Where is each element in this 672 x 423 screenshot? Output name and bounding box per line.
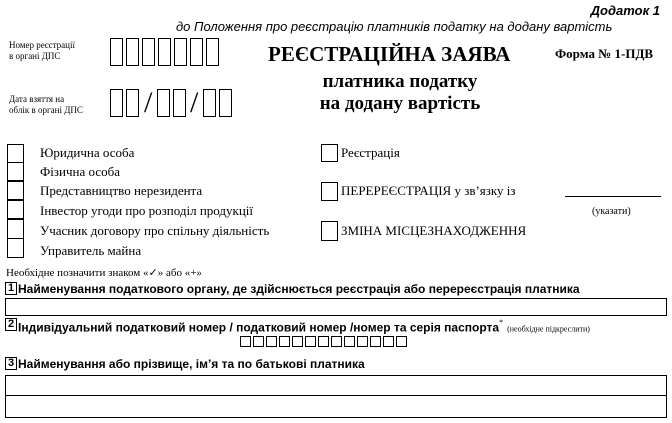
date-year-boxes[interactable] (203, 89, 235, 117)
form-subtitle-line1: платника податку (322, 71, 478, 92)
reg-number-cell[interactable] (110, 38, 123, 66)
date-cell[interactable] (157, 89, 170, 117)
reg-number-label-line1: Номер реєстрації (9, 40, 75, 50)
reregistration-reason-line[interactable] (565, 196, 661, 197)
reg-number-cell[interactable] (126, 38, 139, 66)
change-location-checkbox[interactable] (321, 221, 338, 241)
date-cell[interactable] (173, 89, 186, 117)
form-subtitle (290, 71, 510, 115)
marking-note: Необхідне позначити знаком «✓» або «+» (6, 267, 202, 279)
tax-id-cell[interactable] (331, 336, 342, 347)
date-taken-label-line2: облік в органі ДПС (9, 105, 83, 115)
section-3-label: Найменування або прізвище, ім’я та по батькові платника (18, 357, 365, 371)
payer-type-individual: Фізична особа (40, 164, 120, 179)
underline-hint: (необхідне підкреслити) (507, 324, 590, 334)
payer-name-field-line1[interactable] (5, 375, 667, 396)
form-title: РЕЄСТРАЦІЙНА ЗАЯВА (268, 42, 511, 66)
payer-name-field-line2[interactable] (5, 396, 667, 418)
tax-authority-field[interactable] (5, 298, 667, 316)
payer-type-investor: Інвестор угоди про розподіл продукції (40, 203, 254, 218)
section-2-label-text: Індивідуальний податковий номер / податковий номер /номер та серія паспорта (18, 320, 500, 335)
date-cell[interactable] (219, 89, 232, 117)
section-number: 1 (5, 282, 17, 295)
reg-number-cell[interactable] (158, 38, 171, 66)
section-number: 3 (5, 357, 17, 370)
payer-type-checkbox-legal[interactable] (7, 144, 24, 163)
reg-number-cell[interactable] (190, 38, 203, 66)
payer-type-checkbox-individual[interactable] (7, 162, 24, 181)
reregistration-checkbox[interactable] (321, 182, 338, 201)
tax-id-cell[interactable] (240, 336, 251, 347)
form-number: Форма № 1-ПДВ (555, 46, 654, 61)
specify-hint: (указати) (592, 206, 631, 217)
payer-type-participant: Учасник договору про спільну діяльність (40, 223, 270, 238)
date-separator: / (144, 86, 153, 119)
date-month-boxes[interactable] (157, 89, 189, 117)
change-location-label: ЗМІНА МІСЦЕЗНАХОДЖЕННЯ (341, 223, 527, 238)
date-cell[interactable] (126, 89, 139, 117)
annex-number: Додаток 1 (590, 3, 660, 18)
tax-id-boxes[interactable] (240, 336, 409, 347)
form-subtitle-line2: на додану вартість (319, 93, 481, 114)
date-taken-label-line1: Дата взяття на (9, 94, 65, 104)
section-number: 2 (5, 318, 17, 331)
payer-type-representative: Представництво нерезидента (40, 183, 203, 198)
tax-id-cell[interactable] (279, 336, 290, 347)
section-2-label (18, 318, 590, 336)
tax-id-cell[interactable] (292, 336, 303, 347)
tax-id-cell[interactable] (305, 336, 316, 347)
tax-id-cell[interactable] (344, 336, 355, 347)
tax-id-cell[interactable] (383, 336, 394, 347)
payer-type-checkbox-manager[interactable] (7, 238, 24, 258)
date-separator: / (190, 86, 199, 119)
reg-number-cell[interactable] (206, 38, 219, 66)
reg-number-cell[interactable] (142, 38, 155, 66)
tax-id-cell[interactable] (357, 336, 368, 347)
annex-subtitle: до Положення про реєстрацію платників податку на додану вартість (176, 19, 613, 34)
reg-number-cell[interactable] (174, 38, 187, 66)
date-day-boxes[interactable] (110, 89, 142, 117)
section-1-label: Найменування податкового органу, де здійснюється реєстрація або перереєстрація платника (18, 282, 580, 296)
date-cell[interactable] (203, 89, 216, 117)
tax-id-cell[interactable] (253, 336, 264, 347)
payer-type-checkbox-participant[interactable] (7, 219, 24, 239)
reg-number-label-line2: в органі ДПС (9, 51, 61, 61)
payer-type-legal: Юридична особа (40, 145, 135, 160)
footnote-marker: * (499, 318, 504, 327)
tax-id-cell[interactable] (318, 336, 329, 347)
reg-number-boxes[interactable] (110, 38, 222, 66)
payer-type-checkbox-investor[interactable] (7, 200, 24, 219)
date-cell[interactable] (110, 89, 123, 117)
payer-type-manager: Управитель майна (40, 243, 142, 258)
payer-type-checkbox-representative[interactable] (7, 181, 24, 200)
registration-checkbox[interactable] (321, 144, 338, 162)
reregistration-label: ПЕРЕРЕЄСТРАЦІЯ у зв’язку із (341, 183, 516, 198)
date-taken-label (9, 94, 83, 116)
tax-id-cell[interactable] (266, 336, 277, 347)
tax-id-cell[interactable] (396, 336, 407, 347)
registration-label: Реєстрація (341, 145, 400, 160)
reg-number-label (9, 40, 75, 62)
tax-id-cell[interactable] (370, 336, 381, 347)
